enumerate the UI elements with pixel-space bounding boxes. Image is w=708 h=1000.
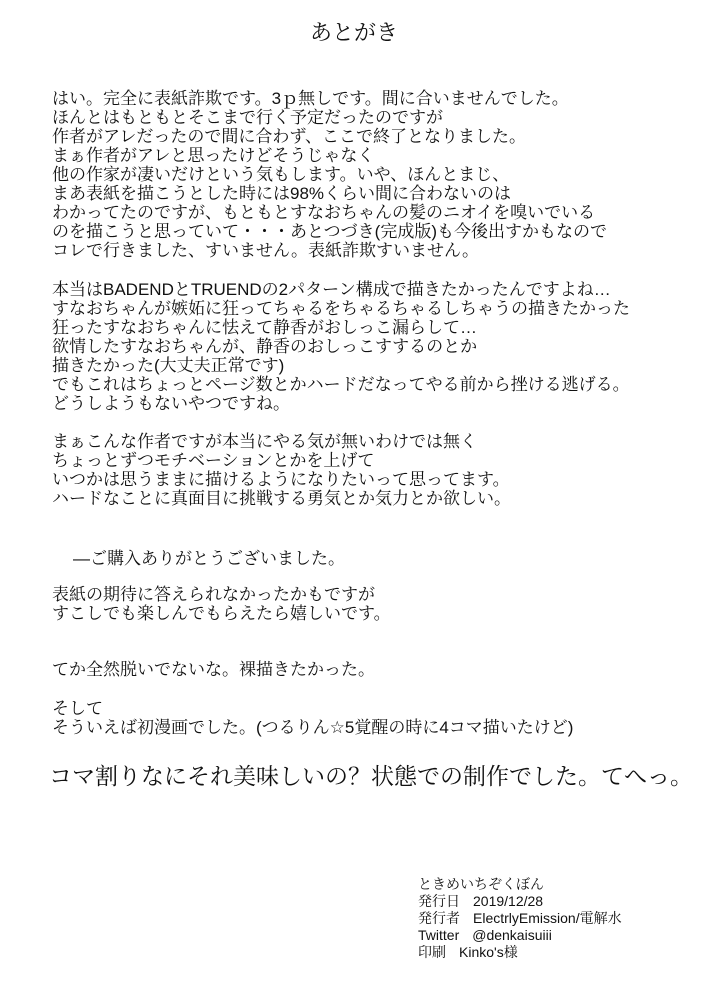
text-line: ほんとはもともとそこまで行く予定だったのですが <box>52 108 443 127</box>
paragraph-motivation <box>52 432 511 508</box>
book-title-text: ときめいちぞくぼん <box>418 876 544 892</box>
text-line: はい。完全に表紙詐欺です。3ｐ無しです。間に合いませんでした。 <box>52 89 569 108</box>
text-line: ちょっとずつモチベーションとかを上げて <box>52 451 375 470</box>
paragraph-story-plans <box>52 280 630 413</box>
text-line: すなおちゃんが嫉妬に狂ってちゃるをちゃるちゃるしちゃうの描きたかった <box>52 299 630 318</box>
paragraph-hope-enjoyed <box>52 585 391 623</box>
text-line: どうしようもないやつですね。 <box>52 394 290 413</box>
text-line: コレで行きました、すいません。表紙詐欺すいません。 <box>52 241 480 260</box>
text-line: 作者がアレだったので間に合わず、ここで終了となりました。 <box>52 127 526 146</box>
text-line: 描きたかった(大丈夫正常です) <box>52 356 285 375</box>
closing-line: コマ割りなにそれ美味しいの？状態での制作でした。てへっ。 <box>49 763 693 789</box>
colophon-publication-date <box>418 893 622 910</box>
text-line: まぁこんな作者ですが本当にやる気が無いわけでは無く <box>52 432 477 451</box>
colophon-twitter <box>418 927 622 944</box>
colophon-label: Twitter <box>418 927 460 943</box>
colophon <box>418 876 622 961</box>
text-line: でもこれはちょっとページ数とかハードだなってやる前から挫ける逃げる。 <box>52 375 630 394</box>
text-line: すこしでも楽しんでもらえたら嬉しいです。 <box>52 604 391 623</box>
text-line: 欲情したすなおちゃんが、静香のおしっこすするのとか <box>52 337 478 356</box>
text-line: まあ表紙を描こうとした時には98%くらい間に合わないのは <box>52 184 512 203</box>
colophon-value: @denkaisuiii <box>472 927 552 943</box>
paragraph-first-manga <box>52 699 573 737</box>
text-line: 表紙の期待に答えられなかったかもですが <box>52 585 375 604</box>
paragraph-aside <box>52 660 375 679</box>
colophon-label: 発行日 <box>418 893 460 909</box>
text-line: 他の作家が凄いだけという気もします。いや、ほんとまじ、 <box>52 165 510 184</box>
colophon-label: 印刷 <box>418 944 446 960</box>
colophon-value: 2019/12/28 <box>473 893 544 909</box>
text-line: まぁ作者がアレと思ったけどそうじゃなく <box>52 146 375 165</box>
text-line: のを描こうと思っていて・・・あとつづき(完成版)も今後出すかもなので <box>52 222 607 241</box>
text-line: そして <box>52 699 103 718</box>
paragraph-thanks <box>73 549 345 568</box>
text-line: ―ご購入ありがとうございました。 <box>73 549 345 568</box>
text-line: 本当はBADENDとTRUENDの2パターン構成で描きたかったんですよね… <box>52 280 611 299</box>
text-line: ハードなことに真面目に挑戦する勇気とか気力とか欲しい。 <box>52 489 511 508</box>
colophon-value: Kinko's様 <box>459 944 518 960</box>
text-line: 狂ったすなおちゃんに怯えて静香がおしっこ漏らして… <box>52 318 477 337</box>
text-line: いつかは思うままに描けるようになりたいって思ってます。 <box>52 470 510 489</box>
page-title: あとがき <box>309 20 398 45</box>
colophon-label: 発行者 <box>418 910 460 926</box>
paragraph-cover-apology <box>52 89 607 260</box>
colophon-printer <box>418 944 622 961</box>
colophon-book-title <box>418 876 622 893</box>
colophon-publisher <box>418 910 622 927</box>
text-line: わかってたのですが、もともとすなおちゃんの髪のニオイを嗅いでいる <box>52 203 596 222</box>
colophon-value: ElectrlyEmission/電解水 <box>473 910 622 926</box>
text-line: そういえば初漫画でした。(つるりん☆5覚醒の時に4コマ描いたけど) <box>52 718 574 737</box>
text-line: てか全然脱いでないな。裸描きたかった。 <box>52 660 375 679</box>
